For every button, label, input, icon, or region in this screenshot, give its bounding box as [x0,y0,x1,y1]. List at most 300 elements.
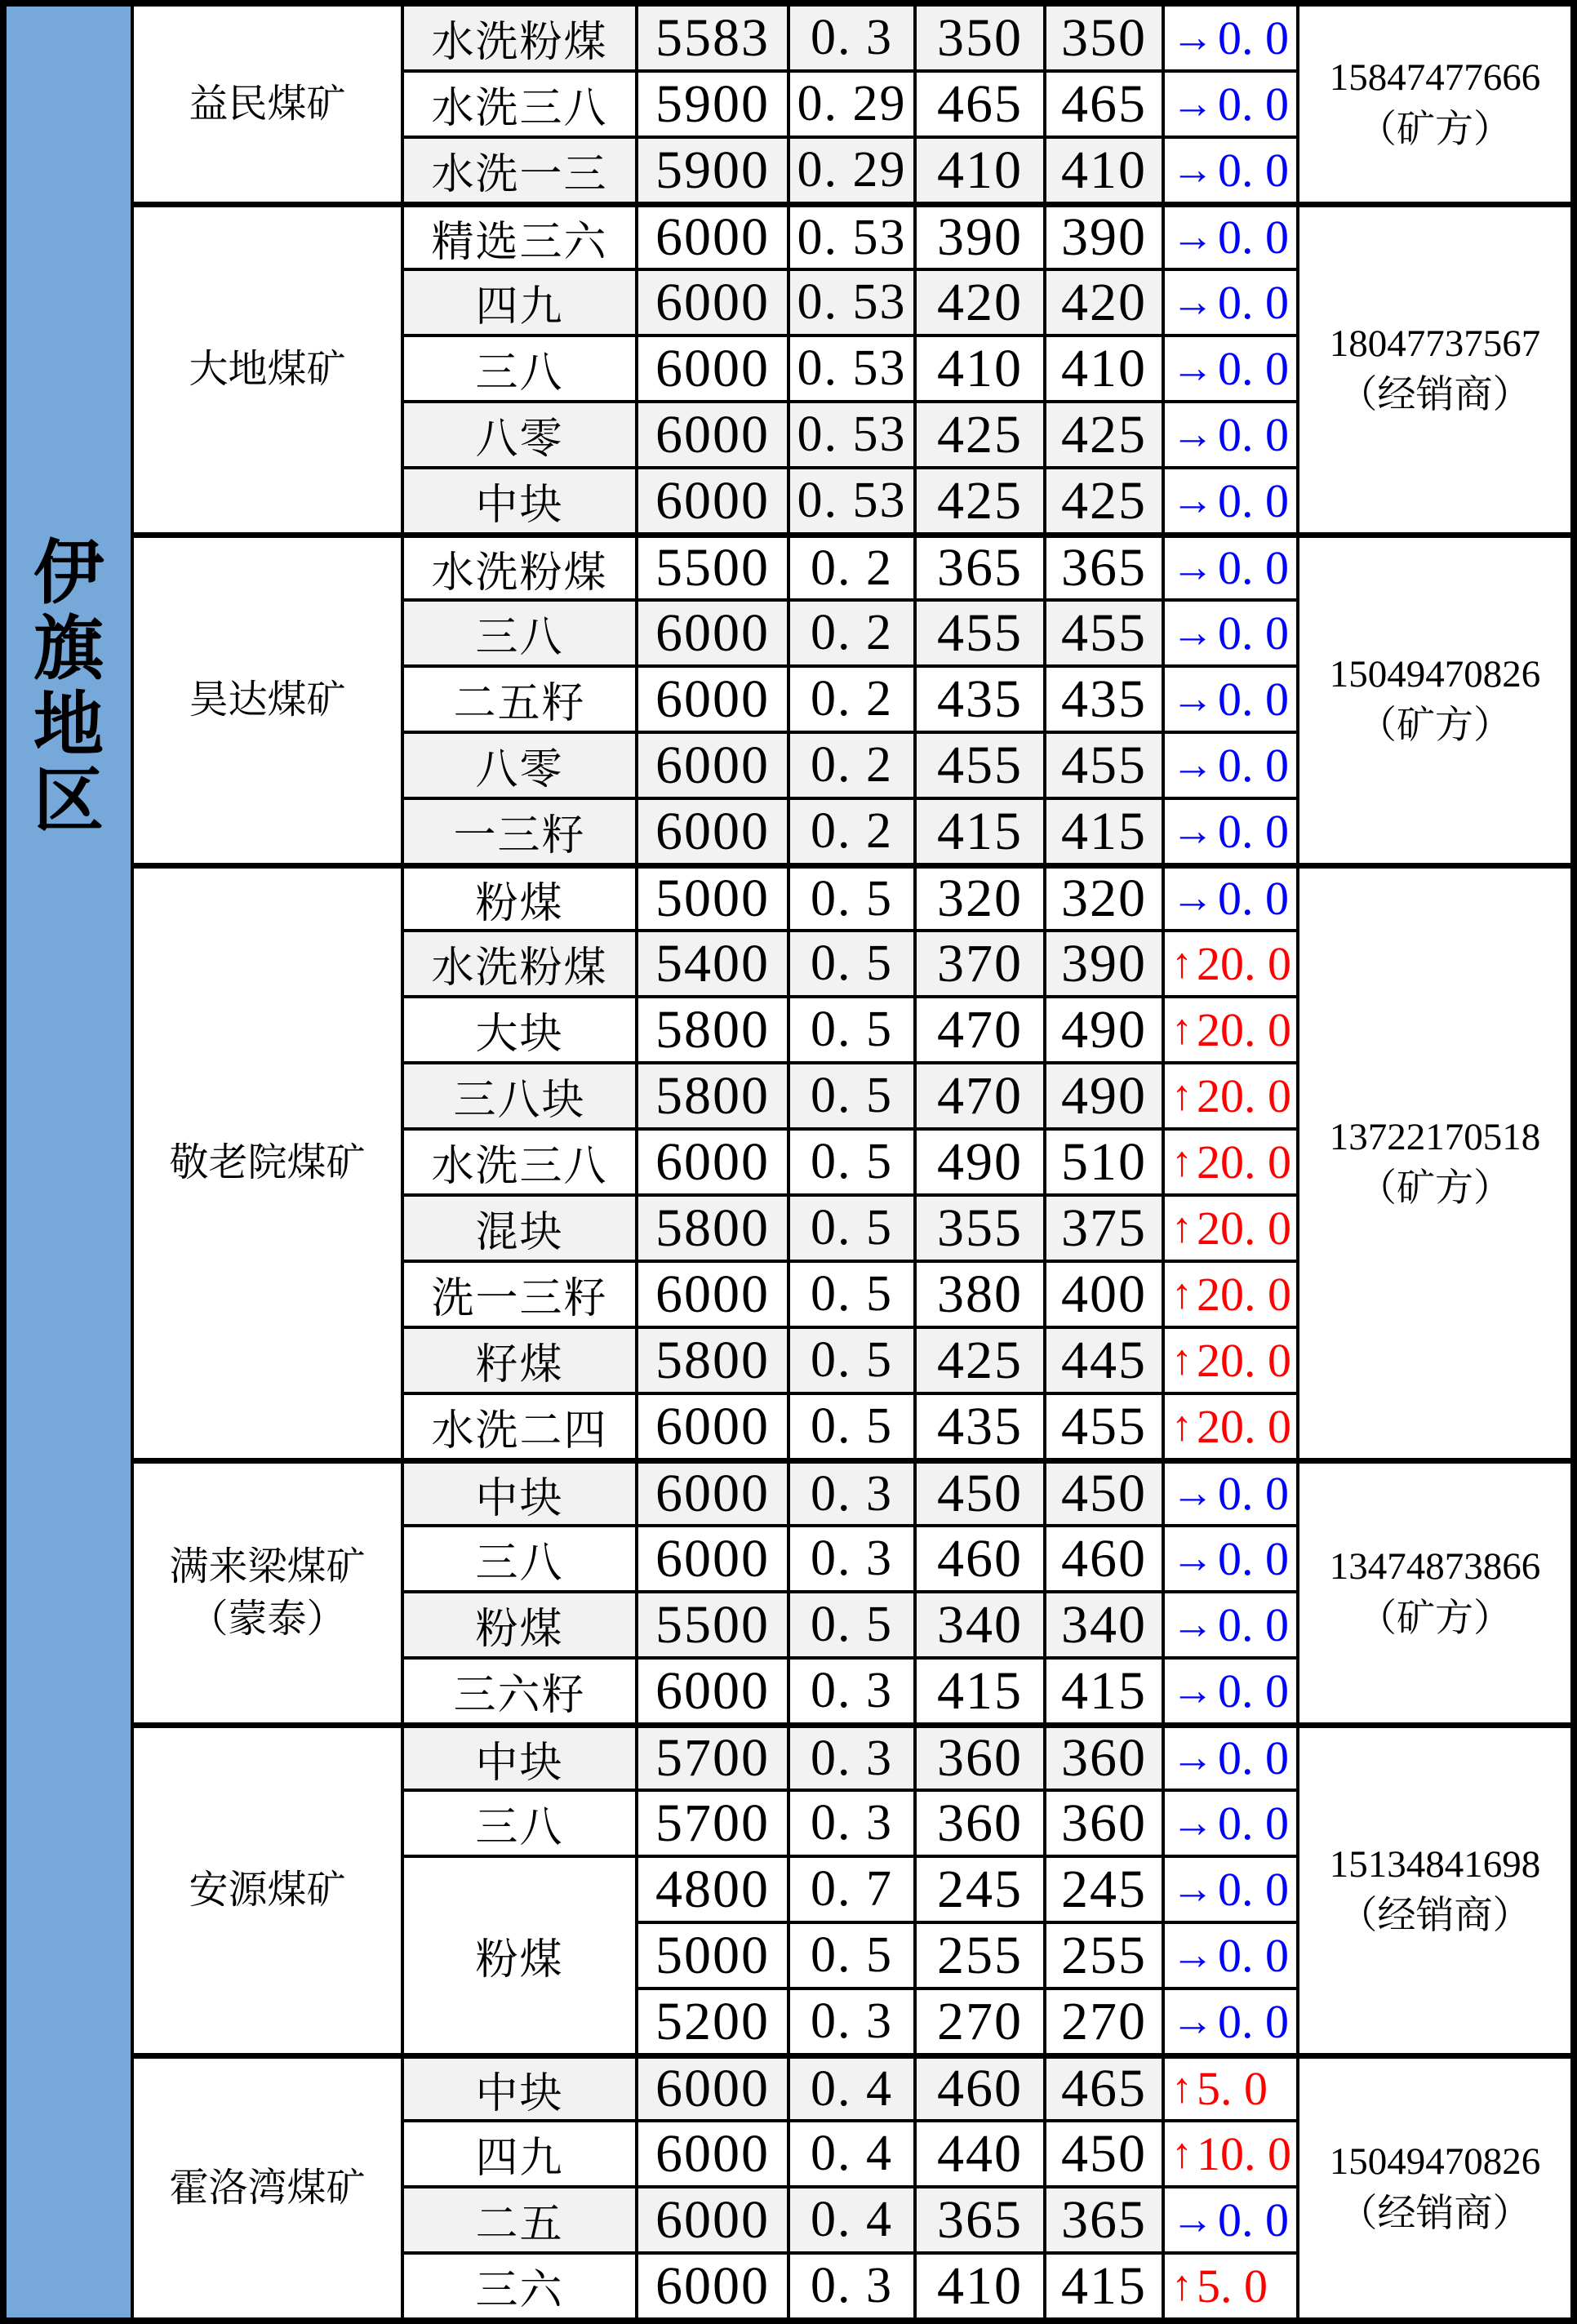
calorie-cell: 5700 [638,1726,787,1789]
change-value: 0. 0 [1218,473,1289,527]
trend-flat-arrow-icon: → [1171,278,1214,326]
price-now-cell: 390 [1046,932,1162,995]
change-value: 0. 0 [1218,1531,1289,1585]
change-cell [1165,998,1296,1061]
calorie-cell: 6000 [638,734,787,797]
change-value: 0. 0 [1218,1467,1289,1520]
sulfur-cell: 0. 53 [790,337,913,400]
trend-flat-arrow-icon: → [1171,1931,1214,1979]
region-label: 伊旗地区 [33,534,104,840]
sulfur-cell: 0. 3 [790,1792,913,1855]
change-value: 0. 0 [1218,1994,1289,2048]
sulfur-cell: 0. 5 [790,1924,913,1987]
coal-type-cell: 三八 [404,1792,635,1855]
sulfur-cell: 0. 2 [790,668,913,731]
mine-name-line: 满来梁煤矿 [169,1545,366,1589]
sulfur-cell: 0. 4 [790,2122,913,2185]
price-now-cell: 425 [1046,469,1162,532]
phone-cell [1299,7,1570,202]
phone-number: 18047737567 [1329,322,1541,365]
coal-type-cell: 精选三六 [404,205,635,268]
sulfur-cell: 0. 5 [790,1593,913,1656]
trend-up-arrow-icon: ↑ [1171,2262,1193,2309]
change-value: 10. 0 [1197,2126,1291,2180]
mine-name-cell [134,7,401,202]
calorie-cell: 5500 [638,535,787,598]
sulfur-cell: 0. 3 [790,1990,913,2053]
sulfur-cell: 0. 3 [790,1461,913,1524]
calorie-cell: 6000 [638,1263,787,1326]
coal-type-cell: 水洗粉煤 [404,932,635,995]
calorie-cell: 6000 [638,2188,787,2251]
calorie-cell: 6000 [638,800,787,863]
price-prev-cell: 460 [917,1527,1043,1590]
coal-type-cell: 粉煤 [404,866,635,929]
trend-up-arrow-icon: ↑ [1171,2130,1193,2177]
change-value: 0. 0 [1218,2193,1289,2246]
calorie-cell: 6000 [638,403,787,466]
contact-role: （矿方） [1358,704,1512,747]
change-cell [1165,668,1296,731]
change-value: 0. 0 [1218,1796,1289,1850]
trend-up-arrow-icon: ↑ [1171,940,1193,987]
price-prev-cell: 490 [917,1131,1043,1193]
coal-type-cell: 洗一三籽 [404,1263,635,1326]
change-cell [1165,535,1296,598]
price-now-cell: 350 [1046,7,1162,69]
change-value: 0. 0 [1218,1862,1289,1916]
price-prev-cell: 370 [917,932,1043,995]
price-now-cell: 460 [1046,1527,1162,1590]
trend-flat-arrow-icon: → [1171,609,1214,656]
sulfur-cell: 0. 3 [790,7,913,69]
coal-type-cell: 三八块 [404,1064,635,1127]
calorie-cell: 5900 [638,139,787,202]
trend-up-arrow-icon: ↑ [1171,1204,1193,1251]
contact-role: （经销商） [1339,2192,1531,2235]
sulfur-cell: 0. 3 [790,1726,913,1789]
coal-type-cell: 二五籽 [404,668,635,731]
contact-role: （矿方） [1358,108,1512,151]
price-prev-cell: 365 [917,2188,1043,2251]
phone-cell [1299,866,1570,1458]
calorie-cell: 6000 [638,668,787,731]
contact-role: （经销商） [1339,1895,1531,1937]
change-cell [1165,2188,1296,2251]
trend-flat-arrow-icon: → [1171,1470,1214,1517]
price-prev-cell: 355 [917,1197,1043,1260]
price-prev-cell: 455 [917,734,1043,797]
price-prev-cell: 380 [917,1263,1043,1326]
change-value: 0. 0 [1218,804,1289,858]
calorie-cell: 5800 [638,998,787,1061]
sulfur-cell: 0. 3 [790,1660,913,1722]
change-value: 20. 0 [1197,1333,1291,1387]
change-cell [1165,1461,1296,1524]
calorie-cell: 6000 [638,2122,787,2185]
price-prev-cell: 425 [917,469,1043,532]
change-cell [1165,1064,1296,1127]
coal-type-cell: 三六籽 [404,1660,635,1722]
price-now-cell: 360 [1046,1726,1162,1789]
trend-flat-arrow-icon: → [1171,14,1214,61]
trend-flat-arrow-icon: → [1171,1735,1214,1781]
calorie-cell: 6000 [638,1395,787,1458]
change-cell [1165,866,1296,929]
price-now-cell: 255 [1046,1924,1162,1987]
change-value: 5. 0 [1197,2259,1268,2313]
price-prev-cell: 450 [917,1461,1043,1524]
trend-flat-arrow-icon: → [1171,807,1214,855]
price-now-cell: 375 [1046,1197,1162,1260]
trend-flat-arrow-icon: → [1171,1865,1214,1913]
coal-type-cell: 中块 [404,1726,635,1789]
price-now-cell: 510 [1046,1131,1162,1193]
price-prev-cell: 425 [917,403,1043,466]
change-value: 0. 0 [1218,1928,1289,1982]
price-now-cell: 270 [1046,1990,1162,2053]
change-cell [1165,932,1296,995]
price-prev-cell: 470 [917,998,1043,1061]
change-value: 0. 0 [1218,1731,1289,1784]
coal-type-cell: 混块 [404,1197,635,1260]
change-value: 0. 0 [1218,872,1289,925]
coal-type-cell: 一三籽 [404,800,635,863]
change-value: 20. 0 [1197,1135,1291,1189]
price-prev-cell: 415 [917,800,1043,863]
sulfur-cell: 0. 53 [790,469,913,532]
mine-name-cell [134,205,401,532]
change-value: 20. 0 [1197,1399,1291,1453]
sulfur-cell: 0. 5 [790,1395,913,1458]
trend-flat-arrow-icon: → [1171,214,1214,260]
trend-flat-arrow-icon: → [1171,875,1214,922]
change-value: 5. 0 [1197,2062,1268,2115]
change-value: 0. 0 [1218,275,1289,329]
price-now-cell: 400 [1046,1263,1162,1326]
sulfur-cell: 0. 5 [790,1064,913,1127]
coal-type-cell: 中块 [404,1461,635,1524]
mine-name-cell [134,1461,401,1722]
phone-number: 15134841698 [1329,1842,1541,1886]
price-now-cell: 340 [1046,1593,1162,1656]
phone-number: 15049470826 [1329,2140,1541,2184]
mine-name-cell [134,1726,401,2053]
price-prev-cell: 360 [917,1792,1043,1855]
price-prev-cell: 440 [917,2122,1043,2185]
change-cell [1165,1593,1296,1656]
change-cell [1165,1858,1296,1921]
coal-type-cell: 三六 [404,2255,635,2317]
calorie-cell: 5700 [638,1792,787,1855]
change-value: 20. 0 [1197,1201,1291,1255]
coal-type-cell: 水洗三八 [404,1131,635,1193]
change-cell [1165,139,1296,202]
calorie-cell: 6000 [638,205,787,268]
change-value: 20. 0 [1197,936,1291,990]
change-cell [1165,271,1296,334]
mine-name-line: 安源煤矿 [189,1869,346,1913]
price-now-cell: 365 [1046,2188,1162,2251]
price-now-cell: 435 [1046,668,1162,731]
coal-type-cell: 八零 [404,734,635,797]
calorie-cell: 5800 [638,1197,787,1260]
change-value: 0. 0 [1218,407,1289,461]
price-prev-cell: 465 [917,73,1043,136]
trend-flat-arrow-icon: → [1171,1997,1214,2045]
trend-up-arrow-icon: ↑ [1171,1072,1193,1119]
price-now-cell: 445 [1046,1329,1162,1392]
trend-flat-arrow-icon: → [1171,2196,1214,2243]
calorie-cell: 5400 [638,932,787,995]
coal-type-cell: 大块 [404,998,635,1061]
sulfur-cell: 0. 29 [790,139,913,202]
change-cell [1165,469,1296,532]
change-cell [1165,1329,1296,1392]
calorie-cell: 6000 [638,2056,787,2119]
price-prev-cell: 415 [917,1660,1043,1722]
calorie-cell: 6000 [638,2255,787,2317]
region-cell [7,7,131,2317]
trend-up-arrow-icon: ↑ [1171,1138,1193,1185]
sulfur-cell: 0. 2 [790,602,913,664]
sulfur-cell: 0. 53 [790,271,913,334]
trend-flat-arrow-icon: → [1171,544,1214,591]
sulfur-cell: 0. 4 [790,2188,913,2251]
change-cell [1165,337,1296,400]
trend-flat-arrow-icon: → [1171,1799,1214,1846]
calorie-cell: 5000 [638,1924,787,1987]
change-cell [1165,602,1296,664]
price-prev-cell: 425 [917,1329,1043,1392]
price-prev-cell: 470 [917,1064,1043,1127]
price-prev-cell: 455 [917,602,1043,664]
price-now-cell: 320 [1046,866,1162,929]
trend-flat-arrow-icon: → [1171,741,1214,789]
sulfur-cell: 0. 2 [790,734,913,797]
calorie-cell: 6000 [638,1461,787,1524]
change-cell [1165,2122,1296,2185]
price-now-cell: 410 [1046,139,1162,202]
calorie-cell: 5500 [638,1593,787,1656]
price-now-cell: 465 [1046,73,1162,136]
price-now-cell: 410 [1046,337,1162,400]
phone-number: 15847477666 [1329,56,1541,100]
change-cell [1165,1792,1296,1855]
price-now-cell: 365 [1046,535,1162,598]
mine-name-line: 霍洛湾煤矿 [169,2166,366,2210]
phone-cell [1299,1726,1570,2053]
mine-name-cell [134,866,401,1458]
price-now-cell: 455 [1046,1395,1162,1458]
trend-flat-arrow-icon: → [1171,80,1214,127]
contact-role: （矿方） [1358,1167,1512,1210]
trend-up-arrow-icon: ↑ [1171,1402,1193,1450]
coal-type-cell: 中块 [404,2056,635,2119]
sulfur-cell: 0. 5 [790,1197,913,1260]
price-now-cell: 360 [1046,1792,1162,1855]
coal-type-cell: 三八 [404,602,635,664]
trend-up-arrow-icon: ↑ [1171,2065,1193,2112]
calorie-cell: 6000 [638,602,787,664]
mine-name-line: 大地煤矿 [189,348,346,392]
calorie-cell: 6000 [638,271,787,334]
calorie-cell: 6000 [638,1660,787,1722]
change-cell [1165,1924,1296,1987]
change-value: 0. 0 [1218,143,1289,197]
price-now-cell: 465 [1046,2056,1162,2119]
change-cell [1165,734,1296,797]
coal-type-cell: 四九 [404,2122,635,2185]
sulfur-cell: 0. 5 [790,866,913,929]
change-cell [1165,403,1296,466]
calorie-cell: 5900 [638,73,787,136]
trend-flat-arrow-icon: → [1171,411,1214,458]
coal-type-cell: 水洗二四 [404,1395,635,1458]
change-cell [1165,1197,1296,1260]
sulfur-cell: 0. 3 [790,1527,913,1590]
trend-flat-arrow-icon: → [1171,477,1214,524]
price-prev-cell: 270 [917,1990,1043,2053]
change-cell [1165,1726,1296,1789]
sulfur-cell: 0. 5 [790,998,913,1061]
sulfur-cell: 0. 5 [790,1131,913,1193]
sulfur-cell: 0. 5 [790,1329,913,1392]
change-value: 0. 0 [1218,341,1289,395]
change-value: 0. 0 [1218,672,1289,726]
price-prev-cell: 360 [917,1726,1043,1789]
trend-flat-arrow-icon: → [1171,1535,1214,1582]
trend-flat-arrow-icon: → [1171,1601,1214,1648]
change-value: 0. 0 [1218,738,1289,792]
price-prev-cell: 245 [917,1858,1043,1921]
change-value: 0. 0 [1218,77,1289,131]
price-now-cell: 425 [1046,403,1162,466]
trend-up-arrow-icon: ↑ [1171,1006,1193,1053]
sulfur-cell: 0. 2 [790,800,913,863]
phone-number: 13474873866 [1329,1545,1541,1589]
sulfur-cell: 0. 5 [790,1263,913,1326]
coal-type-cell: 四九 [404,271,635,334]
change-cell [1165,205,1296,268]
price-prev-cell: 410 [917,2255,1043,2317]
phone-number: 13722170518 [1329,1115,1541,1158]
coal-type-cell: 八零 [404,403,635,466]
price-now-cell: 390 [1046,205,1162,268]
price-now-cell: 420 [1046,271,1162,334]
change-value: 0. 0 [1218,541,1289,594]
change-value: 0. 0 [1218,606,1289,660]
calorie-cell: 5800 [638,1329,787,1392]
trend-up-arrow-icon: ↑ [1171,1336,1193,1384]
phone-cell [1299,205,1570,532]
coal-type-cell: 水洗一三 [404,139,635,202]
calorie-cell: 6000 [638,1527,787,1590]
mine-name-cell [134,535,401,863]
change-cell [1165,7,1296,69]
phone-cell [1299,1461,1570,1722]
change-cell [1165,1131,1296,1193]
trend-flat-arrow-icon: → [1171,1667,1214,1714]
trend-flat-arrow-icon: → [1171,675,1214,722]
price-prev-cell: 340 [917,1593,1043,1656]
sulfur-cell: 0. 7 [790,1858,913,1921]
price-now-cell: 415 [1046,1660,1162,1722]
change-value: 0. 0 [1218,11,1289,64]
change-cell [1165,1263,1296,1326]
calorie-cell: 5200 [638,1990,787,2053]
price-now-cell: 455 [1046,602,1162,664]
change-value: 0. 0 [1218,211,1289,264]
mine-name-line: （蒙泰） [189,1597,346,1641]
contact-role: （经销商） [1339,374,1531,416]
coal-type-cell: 水洗粉煤 [404,535,635,598]
coal-type-cell: 水洗粉煤 [404,7,635,69]
change-cell [1165,73,1296,136]
change-cell [1165,1527,1296,1590]
change-cell [1165,2056,1296,2119]
calorie-cell: 6000 [638,1131,787,1193]
change-cell [1165,2255,1296,2317]
sulfur-cell: 0. 5 [790,932,913,995]
calorie-cell: 5800 [638,1064,787,1127]
contact-role: （矿方） [1358,1597,1512,1640]
sulfur-cell: 0. 3 [790,2255,913,2317]
price-prev-cell: 435 [917,1395,1043,1458]
price-now-cell: 415 [1046,800,1162,863]
change-value: 0. 0 [1218,1597,1289,1651]
mine-name-line: 敬老院煤矿 [169,1141,366,1185]
sulfur-cell: 0. 29 [790,73,913,136]
coal-type-cell: 粉煤 [404,1593,635,1656]
sulfur-cell: 0. 4 [790,2056,913,2119]
change-value: 20. 0 [1197,1069,1291,1122]
price-now-cell: 450 [1046,1461,1162,1524]
price-prev-cell: 410 [917,139,1043,202]
mine-name-line: 益民煤矿 [189,82,346,126]
change-value: 20. 0 [1197,1002,1291,1056]
change-cell [1165,800,1296,863]
trend-up-arrow-icon: ↑ [1171,1270,1193,1318]
sulfur-cell: 0. 53 [790,205,913,268]
price-prev-cell: 460 [917,2056,1043,2119]
coal-type-cell: 水洗三八 [404,73,635,136]
price-prev-cell: 420 [917,271,1043,334]
price-now-cell: 245 [1046,1858,1162,1921]
coal-type-cell: 籽煤 [404,1329,635,1392]
calorie-cell: 5000 [638,866,787,929]
price-prev-cell: 390 [917,205,1043,268]
price-now-cell: 450 [1046,2122,1162,2185]
sulfur-cell: 0. 53 [790,403,913,466]
mine-name-line: 昊达煤矿 [189,678,346,722]
price-now-cell: 490 [1046,998,1162,1061]
coal-type-cell: 中块 [404,469,635,532]
phone-cell [1299,535,1570,863]
coal-type-cell: 二五 [404,2188,635,2251]
price-prev-cell: 365 [917,535,1043,598]
price-prev-cell: 435 [917,668,1043,731]
change-value: 0. 0 [1218,1664,1289,1717]
phone-number: 15049470826 [1329,652,1541,695]
trend-flat-arrow-icon: → [1171,146,1214,193]
mine-name-cell [134,2056,401,2317]
price-prev-cell: 410 [917,337,1043,400]
calorie-cell: 6000 [638,469,787,532]
change-cell [1165,1395,1296,1458]
price-prev-cell: 320 [917,866,1043,929]
price-prev-cell: 255 [917,1924,1043,1987]
